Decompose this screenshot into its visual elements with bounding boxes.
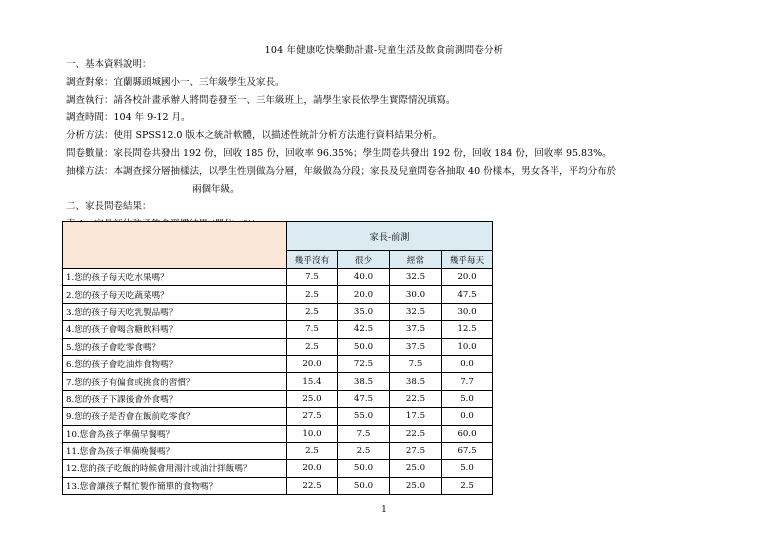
table-corner-cell (63, 222, 287, 269)
question-cell: 9.您的孩子是否會在飯前吃零食？ (63, 408, 287, 425)
table-row (63, 373, 493, 390)
column-header: 很少 (338, 251, 390, 269)
value-cell: 7.5 (287, 269, 338, 286)
value-cell: 0.0 (442, 355, 493, 372)
value-cell: 7.5 (390, 355, 442, 372)
value-cell: 42.5 (338, 321, 390, 338)
column-header: 經常 (390, 251, 442, 269)
value-cell: 72.5 (338, 355, 390, 372)
value-cell: 47.5 (338, 390, 390, 407)
body-line: 二、家長問卷結果： (66, 201, 152, 213)
value-cell: 7.5 (338, 425, 390, 442)
table-row (63, 477, 493, 494)
value-cell: 22.5 (390, 390, 442, 407)
column-header: 幾乎沒有 (287, 251, 338, 269)
question-cell: 1.您的孩子每天吃水果嗎？ (63, 269, 287, 286)
value-cell: 2.5 (287, 286, 338, 303)
question-cell: 10.您會為孩子準備早餐嗎？ (63, 425, 287, 442)
value-cell: 32.5 (390, 269, 442, 286)
value-cell: 2.5 (287, 442, 338, 459)
value-cell: 10.0 (442, 338, 493, 355)
value-cell: 55.0 (338, 408, 390, 425)
value-cell: 20.0 (287, 460, 338, 477)
value-cell: 32.5 (390, 303, 442, 320)
page-number: 1 (381, 505, 387, 515)
document-title: 104 年健康吃快樂動計畫-兒童生活及飲食前測問卷分析 (264, 45, 504, 56)
value-cell: 20.0 (338, 286, 390, 303)
value-cell: 60.0 (442, 425, 493, 442)
value-cell: 0.0 (442, 408, 493, 425)
table-row (63, 442, 493, 459)
table-group-header: 家長-前測 (287, 222, 493, 251)
table-row (63, 286, 493, 303)
body-line: 調查時間：104 年 9-12 月。 (66, 112, 191, 124)
table-row (63, 460, 493, 477)
value-cell: 35.0 (338, 303, 390, 320)
value-cell: 25.0 (390, 477, 442, 494)
value-cell: 22.5 (287, 477, 338, 494)
question-cell: 13.您會讓孩子幫忙製作簡單的食物嗎？ (63, 477, 287, 494)
value-cell: 37.5 (390, 321, 442, 338)
value-cell: 30.0 (390, 286, 442, 303)
value-cell: 50.0 (338, 460, 390, 477)
value-cell: 27.5 (287, 408, 338, 425)
value-cell: 38.5 (390, 373, 442, 390)
body-line: 兩個年級。 (192, 183, 240, 195)
value-cell: 37.5 (390, 338, 442, 355)
question-cell: 6.您的孩子會吃油炸食物嗎？ (63, 355, 287, 372)
value-cell: 15.4 (287, 373, 338, 390)
body-line: 調查執行：請各校計畫承辦人將問卷發至一、三年級班上，請學生家長依學生實際情況填寫。 (66, 94, 456, 106)
table-row (63, 425, 493, 442)
value-cell: 5.0 (442, 460, 493, 477)
table-row (63, 303, 493, 320)
value-cell: 22.5 (390, 425, 442, 442)
body-line: 抽樣方法：本調查採分層抽樣法，以學生性別做為分層，年級做為分段；家長及兒童問卷各抽取 40 份樣本，男女各半，平均分布於 (66, 165, 617, 177)
value-cell: 7.5 (287, 321, 338, 338)
question-cell: 4.您的孩子會喝含糖飲料嗎？ (63, 321, 287, 338)
value-cell: 25.0 (390, 460, 442, 477)
question-cell: 7.您的孩子有偏食或挑食的習慣？ (63, 373, 287, 390)
value-cell: 7.7 (442, 373, 493, 390)
question-cell: 8.您的孩子下課後會外食嗎？ (63, 390, 287, 407)
value-cell: 12.5 (442, 321, 493, 338)
table-row (63, 321, 493, 338)
question-cell: 3.您的孩子每天吃乳製品嗎？ (63, 303, 287, 320)
table-row (63, 390, 493, 407)
value-cell: 47.5 (442, 286, 493, 303)
value-cell: 50.0 (338, 477, 390, 494)
body-line: 調查對象：宜蘭縣頭城國小一、三年級學生及家長。 (66, 76, 285, 88)
value-cell: 2.5 (442, 477, 493, 494)
value-cell: 17.5 (390, 408, 442, 425)
table-row (63, 338, 493, 355)
value-cell: 27.5 (390, 442, 442, 459)
value-cell: 50.0 (338, 338, 390, 355)
value-cell: 2.5 (338, 442, 390, 459)
table-row (63, 269, 493, 286)
survey-table (62, 221, 493, 495)
body-line: 分析方法：使用 SPSS12.0 版本之統計軟體，以描述性統計分析方法進行資料結果分析。 (66, 130, 442, 142)
value-cell: 2.5 (287, 338, 338, 355)
table-row (63, 408, 493, 425)
column-header: 幾乎每天 (442, 251, 493, 269)
value-cell: 2.5 (287, 303, 338, 320)
question-cell: 5.您的孩子會吃零食嗎？ (63, 338, 287, 355)
value-cell: 38.5 (338, 373, 390, 390)
value-cell: 10.0 (287, 425, 338, 442)
body-line: 一、基本資料說明： (66, 59, 152, 70)
value-cell: 20.0 (442, 269, 493, 286)
table-row (63, 355, 493, 372)
table-body (63, 269, 493, 495)
value-cell: 30.0 (442, 303, 493, 320)
value-cell: 25.0 (287, 390, 338, 407)
question-cell: 11.您會為孩子準備晚餐嗎？ (63, 442, 287, 459)
document-body (66, 56, 706, 234)
value-cell: 67.5 (442, 442, 493, 459)
question-cell: 12.您的孩子吃飯的時候會用湯汁或油汁拌飯嗎？ (63, 460, 287, 477)
value-cell: 40.0 (338, 269, 390, 286)
question-cell: 2.您的孩子每天吃蔬菜嗎？ (63, 286, 287, 303)
value-cell: 20.0 (287, 355, 338, 372)
body-line: 問卷數量：家長問卷共發出 192 份，回收 185 份，回收率 96.35%；學生問卷共發出 192 份，回收 184 份，回收率 95.83%。 (66, 147, 612, 159)
value-cell: 5.0 (442, 390, 493, 407)
